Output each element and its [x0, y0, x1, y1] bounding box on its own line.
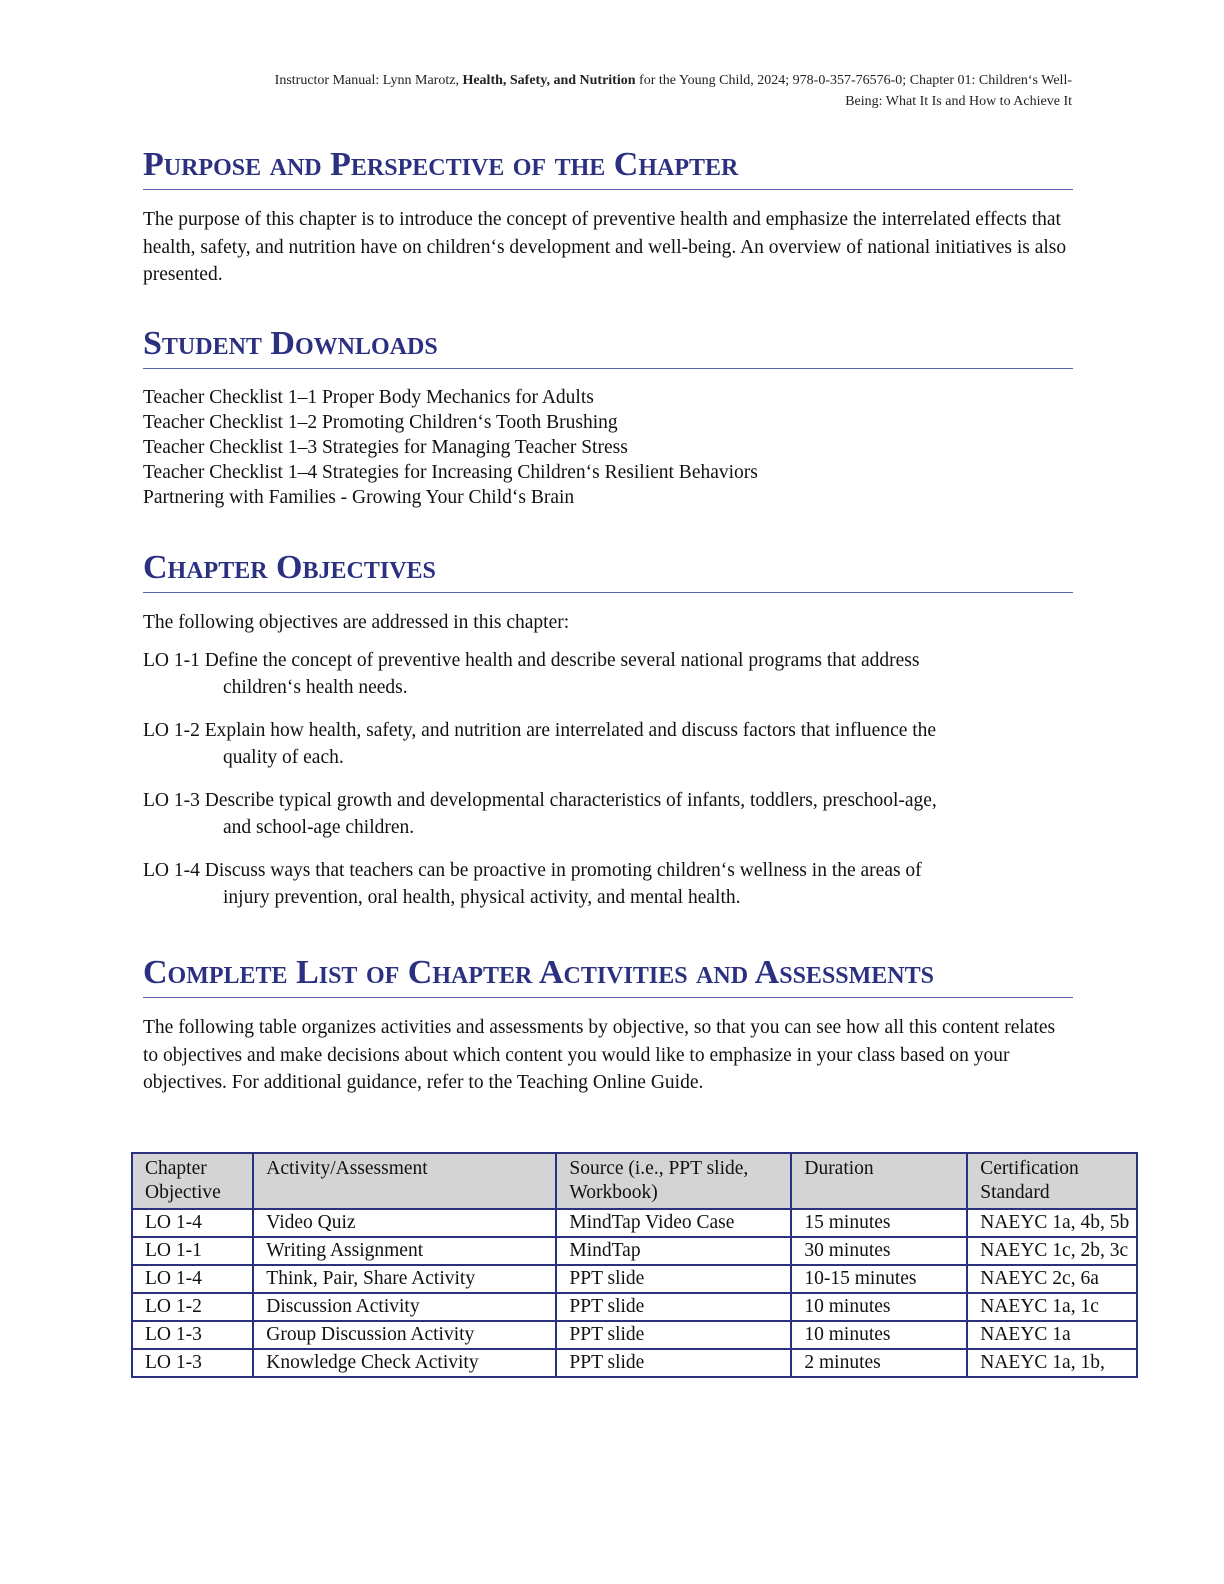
- table-cell: Think, Pair, Share Activity: [253, 1265, 556, 1293]
- table-cell: 10-15 minutes: [791, 1265, 967, 1293]
- header-suffix: for the Young Child, 2024; 978-0-357-76576-0; Chapter 01: Children‘s Well-: [635, 73, 1072, 88]
- objective-item: [143, 857, 1073, 911]
- activities-section: [143, 953, 1073, 1097]
- table-cell: Video Quiz: [253, 1209, 556, 1237]
- table-cell: MindTap: [556, 1237, 791, 1265]
- objective-text: LO 1-2 Explain how health, safety, and nutrition are interrelated and discuss factors that influence the: [143, 719, 937, 741]
- objective-continuation: and school-age children.: [223, 816, 415, 838]
- header-line2: Being: What It Is and How to Achieve It: [845, 94, 1072, 109]
- table-cell: Group Discussion Activity: [253, 1321, 556, 1349]
- table-row: [132, 1237, 1137, 1265]
- download-item: Partnering with Families - Growing Your Child‘s Brain: [143, 487, 575, 508]
- table-cell: Knowledge Check Activity: [253, 1349, 556, 1377]
- column-header: Certification Standard: [967, 1153, 1137, 1209]
- download-item: Teacher Checklist 1–1 Proper Body Mechanics for Adults: [143, 387, 594, 408]
- table-row: [132, 1265, 1137, 1293]
- objectives-section: [143, 548, 1073, 927]
- table-row: [132, 1349, 1137, 1377]
- table-cell: PPT slide: [556, 1349, 791, 1377]
- activities-heading: Complete List of Chapter Activities and Assessments: [143, 953, 1073, 998]
- downloads-heading: Student Downloads: [143, 324, 1073, 369]
- table-cell: PPT slide: [556, 1265, 791, 1293]
- table-cell: PPT slide: [556, 1293, 791, 1321]
- header-book-title: Health, Safety, and Nutrition: [462, 73, 636, 88]
- objectives-intro: The following objectives are addressed in this chapter:: [143, 612, 570, 633]
- header-prefix: Instructor Manual: Lynn Marotz,: [274, 73, 463, 88]
- table-cell: LO 1-2: [132, 1293, 253, 1321]
- table-cell: LO 1-4: [132, 1209, 253, 1237]
- download-item: Teacher Checklist 1–2 Promoting Children‘s Tooth Brushing: [143, 412, 618, 433]
- table-cell: LO 1-3: [132, 1349, 253, 1377]
- table-cell: Discussion Activity: [253, 1293, 556, 1321]
- objective-text: LO 1-3 Describe typical growth and developmental characteristics of infants, toddlers, preschool-age,: [143, 789, 937, 811]
- table-cell: NAEYC 1a, 4b, 5b: [967, 1209, 1137, 1237]
- table-cell: PPT slide: [556, 1321, 791, 1349]
- download-item: Teacher Checklist 1–3 Strategies for Managing Teacher Stress: [143, 437, 628, 458]
- table-cell: MindTap Video Case: [556, 1209, 791, 1237]
- table-row: [132, 1293, 1137, 1321]
- table-cell: 10 minutes: [791, 1321, 967, 1349]
- table-cell: LO 1-3: [132, 1321, 253, 1349]
- table-cell: LO 1-1: [132, 1237, 253, 1265]
- objective-item: [143, 717, 1073, 771]
- column-header: Chapter Objective: [132, 1153, 253, 1209]
- column-header: Activity/Assessment: [253, 1153, 556, 1209]
- downloads-list: [143, 385, 1073, 510]
- table-cell: 10 minutes: [791, 1293, 967, 1321]
- column-header: Source (i.e., PPT slide, Workbook): [556, 1153, 791, 1209]
- table-cell: 2 minutes: [791, 1349, 967, 1377]
- purpose-body: The purpose of this chapter is to introduce the concept of preventive health and emphasize the interrelated effects that health, safety, and nutrition have on children‘s development and well-being. An overview of national initiatives is also presented.: [143, 209, 1067, 285]
- activities-body: The following table organizes activities and assessments by objective, so that you can see how all this content relates to objectives and make decisions about which content you would like to emphasize in your class based on your objectives. For additional guidance, refer to the Teaching Online Guide.: [143, 1017, 1056, 1093]
- table-row: [132, 1209, 1137, 1237]
- table-cell: NAEYC 1c, 2b, 3c: [967, 1237, 1137, 1265]
- table-cell: Writing Assignment: [253, 1237, 556, 1265]
- table-cell: LO 1-4: [132, 1265, 253, 1293]
- table-cell: 15 minutes: [791, 1209, 967, 1237]
- table-cell: 30 minutes: [791, 1237, 967, 1265]
- table-cell: NAEYC 1a: [967, 1321, 1137, 1349]
- activities-table: [131, 1152, 1138, 1378]
- table-row: [132, 1321, 1137, 1349]
- table-cell: NAEYC 1a, 1c: [967, 1293, 1137, 1321]
- table-cell: NAEYC 1a, 1b,: [967, 1349, 1137, 1377]
- download-item: Teacher Checklist 1–4 Strategies for Increasing Children‘s Resilient Behaviors: [143, 462, 758, 483]
- objective-continuation: quality of each.: [223, 746, 344, 768]
- objective-item: [143, 787, 1073, 841]
- objectives-heading: Chapter Objectives: [143, 548, 1073, 593]
- downloads-section: [143, 324, 1073, 510]
- table-header-row: [132, 1153, 1137, 1209]
- column-header: Duration: [791, 1153, 967, 1209]
- objective-text: LO 1-1 Define the concept of preventive health and describe several national programs that address: [143, 649, 920, 671]
- purpose-section: [143, 145, 1073, 289]
- purpose-heading: Purpose and Perspective of the Chapter: [143, 145, 1073, 190]
- running-header: [150, 70, 1072, 112]
- table-cell: NAEYC 2c, 6a: [967, 1265, 1137, 1293]
- objective-continuation: children‘s health needs.: [223, 676, 408, 698]
- objective-continuation: injury prevention, oral health, physical activity, and mental health.: [223, 886, 741, 908]
- objectives-list: [143, 647, 1073, 911]
- objective-item: [143, 647, 1073, 701]
- objective-text: LO 1-4 Discuss ways that teachers can be proactive in promoting children‘s wellness in the areas of: [143, 859, 922, 881]
